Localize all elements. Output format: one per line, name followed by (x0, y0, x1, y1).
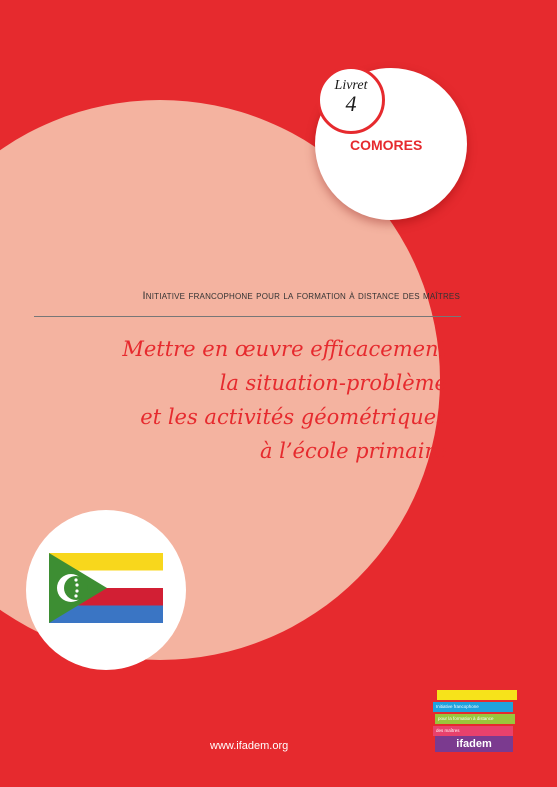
ifadem-logo (433, 690, 517, 754)
title-line-4: à l’école primaire (259, 439, 447, 463)
logo-name: ifadem (435, 736, 513, 752)
comoros-flag (49, 553, 163, 623)
divider (34, 316, 461, 317)
logo-line-3: des maîtres (433, 726, 513, 736)
initiative-text: Initiative francophone pour la formation à distance des maîtres (142, 290, 460, 302)
website-url: www.ifadem.org (210, 740, 289, 752)
book-title (40, 332, 447, 468)
logo-line-1: Initiative francophone (433, 702, 513, 712)
title-line-1: Mettre en œuvre efficacement (122, 337, 447, 361)
initiative-heading (60, 290, 460, 302)
country-name: COMORES (350, 137, 423, 153)
logo-bar-yellow (437, 690, 517, 700)
livret-number: 4 (345, 91, 357, 116)
logo-line-2: pour la formation à distance (435, 714, 515, 724)
livret-badge (317, 66, 385, 134)
title-line-2: la situation-problème (219, 371, 447, 395)
title-line-3: et les activités géométriques (140, 405, 447, 429)
livret-label: Livret (334, 78, 368, 93)
